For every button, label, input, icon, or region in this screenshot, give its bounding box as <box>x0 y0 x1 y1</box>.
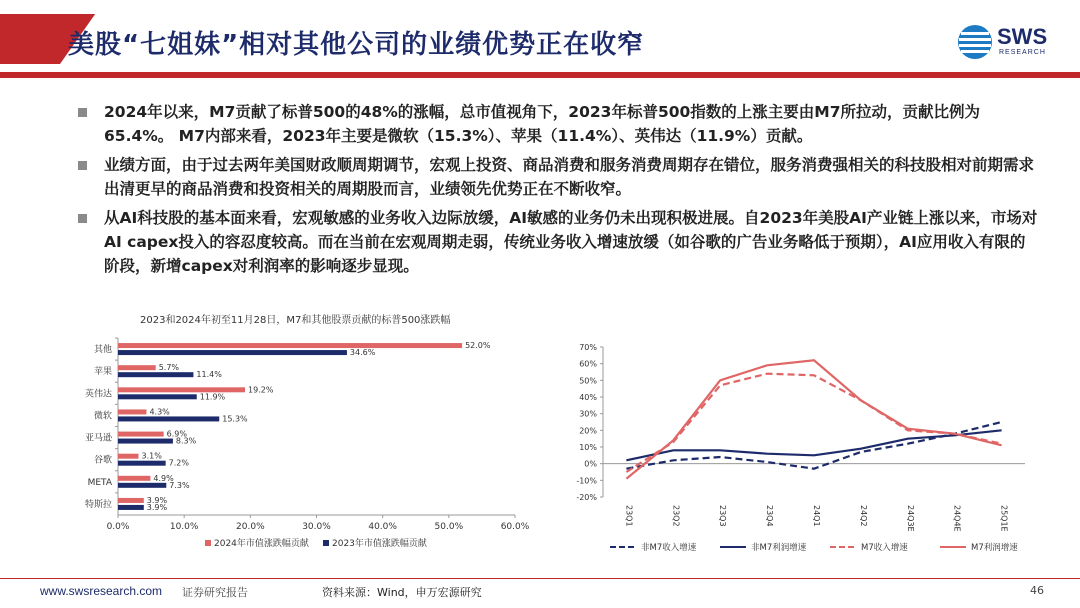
data-label: 4.3% <box>149 407 170 417</box>
y-tick-label: 30% <box>579 409 597 419</box>
data-label: 15.3% <box>222 414 248 424</box>
data-label: 3.9% <box>146 502 168 512</box>
y-tick-label: -20% <box>576 493 597 502</box>
bar <box>118 387 245 392</box>
category-label: 苹果 <box>93 367 112 378</box>
y-tick-label: 50% <box>579 376 597 386</box>
legend-swatch <box>205 540 211 546</box>
footer-doc-type: 证券研究报告 <box>182 586 248 599</box>
footer-divider <box>0 578 1080 579</box>
category-label: 谷歌 <box>93 455 112 466</box>
bar-chart <box>70 330 540 560</box>
legend-label: M7收入增速 <box>861 543 908 553</box>
x-tick-label: 20.0% <box>236 522 265 532</box>
bar <box>118 483 166 488</box>
x-tick-label: 60.0% <box>500 522 530 532</box>
logo-text: SWS <box>997 24 1048 49</box>
data-label: 7.2% <box>168 458 189 468</box>
page-title: 美股“七姐妹”相对其他公司的业绩优势正在收窄 <box>68 30 645 60</box>
legend-label: 2024年市值涨跌幅贡献 <box>214 539 309 549</box>
bullet-square-icon <box>78 161 87 170</box>
data-label: 34.6% <box>349 348 376 358</box>
data-label: 5.7% <box>158 363 180 373</box>
y-tick-label: 40% <box>579 393 597 402</box>
x-tick-label: 24Q4E <box>952 505 962 532</box>
bar <box>118 476 150 481</box>
bullet-item <box>78 100 1038 148</box>
bullet-square-icon <box>78 108 87 117</box>
category-label: 英伟达 <box>84 389 112 400</box>
series-line <box>626 374 1001 472</box>
bar <box>118 461 166 466</box>
header-divider <box>0 72 1080 78</box>
legend-label: 2023年市值涨跌幅贡献 <box>332 539 427 549</box>
data-label: 8.3% <box>175 436 197 446</box>
x-tick-label: 0.0% <box>106 522 130 532</box>
logo-subtext: RESEARCH <box>999 49 1046 56</box>
bar <box>118 432 164 437</box>
sws-globe-icon <box>955 22 995 62</box>
x-tick-label: 23Q1 <box>624 505 634 527</box>
bar-chart-title: 2023和2024年初至11月28日，M7和其他股票贡献的标普500涨跌幅 <box>140 315 451 326</box>
bar <box>118 365 156 370</box>
data-label: 19.2% <box>248 385 274 395</box>
legend-swatch <box>323 540 329 546</box>
data-label: 6.9% <box>166 429 187 439</box>
data-label: 11.9% <box>199 392 226 402</box>
y-tick-label: 10% <box>579 443 597 452</box>
sws-logo <box>955 22 1065 62</box>
bar <box>118 350 347 355</box>
series-line <box>626 360 1001 478</box>
x-tick-label: 50.0% <box>434 522 464 532</box>
x-tick-label: 24Q3E <box>905 505 915 532</box>
footer-url-link[interactable]: www.swsresearch.com <box>40 584 163 598</box>
x-tick-label: 24Q1 <box>812 505 821 527</box>
bar <box>118 409 146 414</box>
legend-label: 非M7利润增速 <box>751 543 807 553</box>
x-tick-label: 40.0% <box>368 522 397 532</box>
bar <box>118 505 144 510</box>
legend-label: M7利润增速 <box>971 543 1018 553</box>
bar <box>118 343 462 348</box>
category-label: 其他 <box>93 345 112 356</box>
x-tick-label: 25Q1E <box>999 505 1009 532</box>
x-tick-label: 23Q2 <box>671 505 681 527</box>
x-tick-label: 10.0% <box>169 522 199 532</box>
header <box>0 0 1080 82</box>
bullet-text: 2024年以来，M7贡献了标普500的48%的涨幅，总市值视角下，2023年标普500指数的上涨主要由M7所拉动，贡献比例为65.4%。 M7内部来看，2023年主要是微软（15.3%）、苹果（11.4%）、英伟达（11.9%）贡献。 <box>104 103 981 145</box>
bar <box>118 416 219 421</box>
y-tick-label: 0% <box>584 459 597 469</box>
bullet-item <box>78 153 1038 201</box>
bar <box>118 454 139 459</box>
category-label: 微软 <box>93 411 112 422</box>
bullet-list <box>78 100 1038 283</box>
y-tick-label: 60% <box>579 359 597 369</box>
data-label: 3.9% <box>146 495 168 505</box>
bar <box>118 498 144 503</box>
bullet-square-icon <box>78 214 87 223</box>
bar <box>118 372 193 377</box>
data-label: 7.3% <box>169 480 190 490</box>
category-label: 特斯拉 <box>84 499 112 510</box>
bullet-text: 业绩方面，由于过去两年美国财政顺周期调节，宏观上投资、商品消费和服务消费周期存在错位，服务消费强相关的科技股相对前期需求出清更早的商品消费和投资相关的周期股而言，业绩领先优势正在不断收窄。 <box>104 156 1035 198</box>
x-tick-label: 23Q4 <box>765 505 775 527</box>
category-label: 亚马逊 <box>84 433 112 444</box>
y-tick-label: 20% <box>579 426 597 436</box>
y-tick-label: 70% <box>579 343 597 352</box>
page-number: 46 <box>1030 584 1044 597</box>
bar <box>118 394 197 399</box>
x-tick-label: 30.0% <box>302 522 331 532</box>
x-tick-label: 23Q3 <box>718 505 728 527</box>
legend-label: 非M7收入增速 <box>641 543 697 553</box>
bullet-text: 从AI科技股的基本面来看，宏观敏感的业务收入边际放缓，AI敏感的业务仍未出现积极进展。自2023年美股AI产业链上涨以来，市场对AI capex投入的容忍度较高。而在当前在宏观周期走弱，传统业务收入增速放缓（如谷歌的广告业务略低于预期），AI应用收入有限的阶段，新增capex对利润率的影响逐步显现。 <box>104 209 1038 275</box>
category-label: META <box>87 477 112 488</box>
data-label: 3.1% <box>141 451 162 461</box>
data-label: 11.4% <box>196 370 222 380</box>
bullet-item <box>78 206 1038 278</box>
line-chart <box>555 335 1045 560</box>
data-label: 52.0% <box>465 341 491 351</box>
bar <box>118 439 173 444</box>
y-tick-label: -10% <box>576 476 597 486</box>
footer-source: 资料来源：Wind，申万宏源研究 <box>322 586 482 599</box>
x-tick-label: 24Q2 <box>858 505 868 527</box>
data-label: 4.9% <box>153 473 174 483</box>
